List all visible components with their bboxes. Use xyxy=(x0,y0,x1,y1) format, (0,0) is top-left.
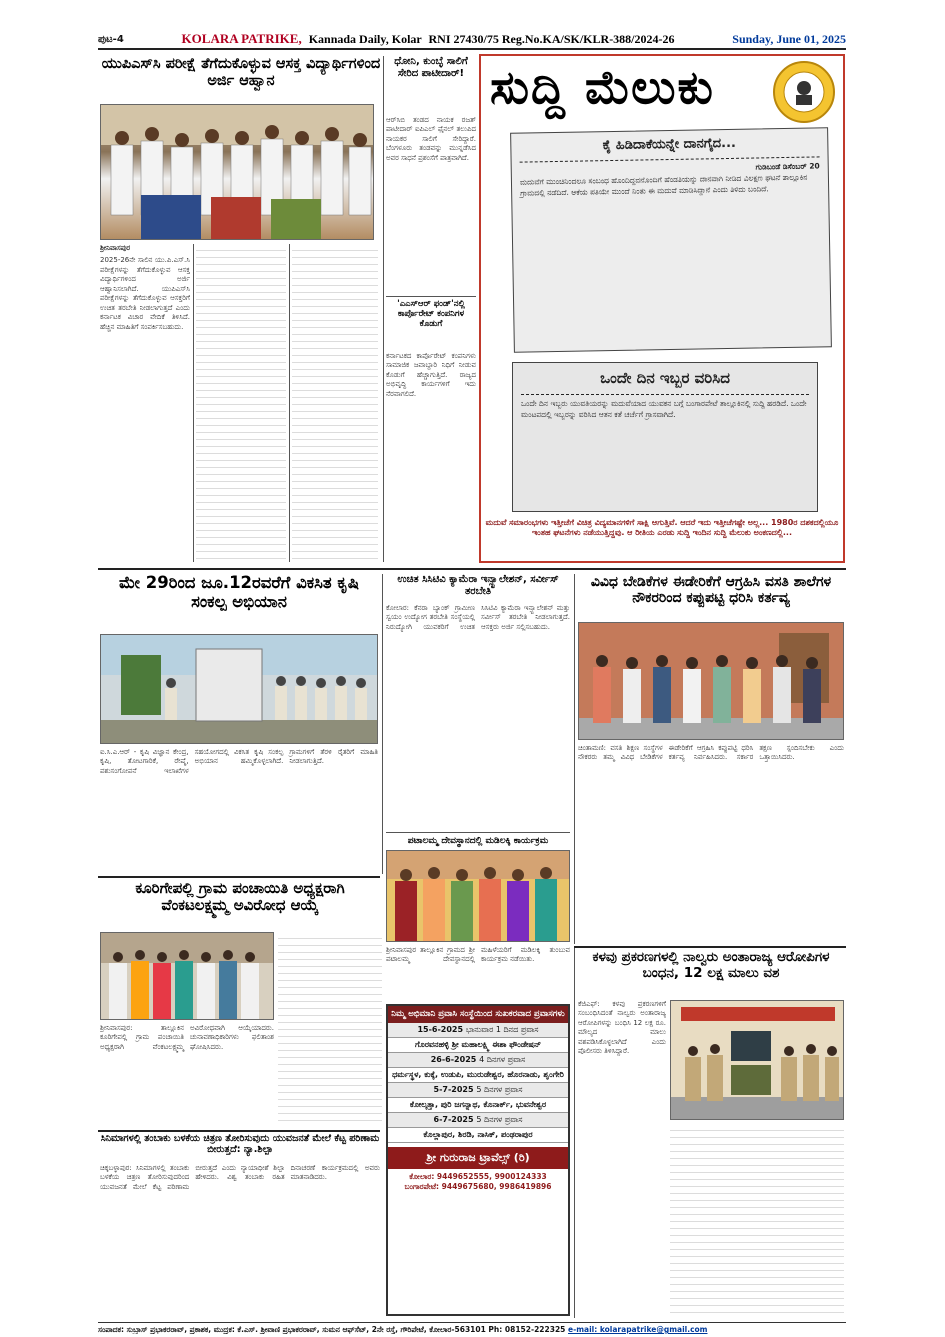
police-station-illustration xyxy=(671,1001,844,1120)
upsc-headline: ಯುಪಿಎಸ್‌ಸಿ ಪರೀಕ್ಷೆ ತೆಗೆದುಕೊಳ್ಳುವ ಆಸಕ್ತ ವಿದ್ಯಾರ್ಥಿಗಳಿಂದ ಅರ್ಜಿ ಆಹ್ವಾನ xyxy=(101,56,381,89)
patalamma-photo xyxy=(386,850,570,942)
issue-date: Sunday, June 01, 2025 xyxy=(732,31,846,46)
hostel-body: ಚಿಂತಾಮಣಿ: ವಸತಿ ಶಿಕ್ಷಣ ಸಂಸ್ಥೆಗಳ ನೌಕರರು ತಮ್ಮ ವಿವಿಧ ಬೇಡಿಕೆಗಳ ಈಡೇರಿಕೆಗೆ ಆಗ್ರಹಿಸಿ ಕಪ್ಪುಪಟ್ಟಿ ಧರಿಸಿ ಕರ್ತವ್ಯ ನಿರ್ವಹಿಸಿದರು. ಸರ್ಕಾರ ತಕ್ಷಣ ಸ್ಪಂದಿಸಬೇಕು ಎಂದು ಒತ್ತಾಯಿಸಿದರು. xyxy=(578,744,844,762)
clipping-2-body: ಒಂದೇ ದಿನ ಇಬ್ಬರು ಯುವತಿಯರನ್ನು ಮದುವೆಯಾದ ಯುವಕನ ಬಗ್ಗೆ ಬಂಗಾರಪೇಟೆ ತಾಲ್ಲೂಕಿನಲ್ಲಿ ಸುದ್ದಿ ಹರಡಿದೆ. ಒಂದೇ ಮಂಟಪದಲ್ಲಿ ಇಬ್ಬರನ್ನು ವರಿಸಿದ ಆತನ ಕತೆ ಚರ್ಚೆಗೆ ಗ್ರಾಸವಾಗಿದೆ. xyxy=(521,398,807,419)
krishi-headline: ಮೇ 29ರಿಂದ ಜೂ.12ರವರೆಗೆ ವಿಕಸಿತ ಕೃಷಿ ಸಂಕಲ್ಪ ಅಭಿಯಾನ xyxy=(118,573,360,611)
theft-headline: ಕಳವು ಪ್ರಕರಣಗಳಲ್ಲಿ ನಾಲ್ವರು ಅಂತಾರಾಜ್ಯ ಆರೋಪಿಗಳ ಬಂಧನ, 12 ಲಕ್ಷ ಮಾಲು ವಶ xyxy=(592,949,830,981)
newspaper-subtitle: Kannada Daily, Kolar xyxy=(308,32,422,46)
ad-trip-place: ಕೊಲ್ಲಾಪುರ, ಶಿರಡಿ, ನಾಸಿಕ್, ಪಂಢರಾಪುರ xyxy=(388,1128,568,1143)
ad-org-name: ಶ್ರೀ ಗುರುರಾಜ ಟ್ರಾವೆಲ್ಸ್ (ರಿ) xyxy=(388,1147,568,1169)
column-rule xyxy=(574,948,575,1318)
kurigepalli-photo-illustration xyxy=(101,933,274,1020)
patalamma-body: ಶ್ರೀನಿವಾಸಪುರ ತಾಲ್ಲೂಕಿನ ಗ್ರಾಮದ ಶ್ರೀ ಪಟಾಲಮ್ಮ ದೇವಸ್ಥಾನದಲ್ಲಿ ಮಹಿಳೆಯರಿಗೆ ಮಡಿಲಕ್ಕಿ ತುಂಬುವ ಕಾರ್ಯಕ್ರಮ ನಡೆಯಿತು. xyxy=(386,946,570,964)
krishi-photo-illustration xyxy=(101,635,378,744)
section-divider xyxy=(98,568,846,570)
tobacco-body: ಚಿಕ್ಕಬಳ್ಳಾಪುರ: ಸಿನಿಮಾಗಳಲ್ಲಿ ತಂಬಾಕು ಬಳಕೆಯ ಚಿತ್ರಣ ತೋರಿಸುವುದರಿಂದ ಯುವಜನತೆ ಮೇಲೆ ಕೆಟ್ಟ ಪರಿಣಾಮ ಬೀರುತ್ತದೆ ಎಂದು ನ್ಯಾಯಾಧೀಶೆ ಶಿಲ್ಪಾ ಹೇಳಿದರು. ವಿಶ್ವ ತಂಬಾಕು ರಹಿತ ದಿನಾಚರಣೆ ಕಾರ್ಯಕ್ರಮದಲ್ಲಿ ಅವರು ಮಾತನಾಡಿದರು. xyxy=(100,1164,380,1191)
theft-photo xyxy=(670,1000,844,1120)
kurigepalli-body: ಶ್ರೀನಿವಾಸಪುರ: ತಾಲ್ಲೂಕಿನ ಕೂರಿಗೇಪಲ್ಲಿ ಗ್ರಾಮ ಪಂಚಾಯಿತಿ ಅಧ್ಯಕ್ಷರಾಗಿ ವೆಂಕಟಲಕ್ಷ್ಮಮ್ಮ ಅವಿರೋಧವಾಗಿ ಆಯ್ಕೆಯಾದರು. ಚುನಾವಣಾಧಿಕಾರಿಗಳು ಫಲಿತಾಂಶ ಘೋಷಿಸಿದರು. xyxy=(100,1024,274,1051)
newspaper-seal xyxy=(772,60,836,124)
theft-body: ಕೆಜಿಎಫ್: ಕಳವು ಪ್ರಕರಣಗಳಿಗೆ ಸಂಬಂಧಿಸಿದಂತೆ ನಾಲ್ವರು ಅಂತಾರಾಜ್ಯ ಆರೋಪಿಗಳನ್ನು ಬಂಧಿಸಿ 12 ಲಕ್ಷ ರೂ. ಮೌಲ್ಯದ ಮಾಲು ವಶಪಡಿಸಿಕೊಳ್ಳಲಾಗಿದೆ ಎಂದು ಪೊಲೀಸರು ತಿಳಿಸಿದ್ದಾರೆ. xyxy=(578,1000,666,1056)
kurigepalli-photo xyxy=(100,932,274,1020)
kurigepalli-text-col xyxy=(278,932,382,1126)
section-divider xyxy=(98,876,380,878)
upsc-dateline: ಶ್ರೀನಿವಾಸಪುರ xyxy=(100,244,131,252)
clipping-1 xyxy=(510,127,832,353)
ad-trip-place: ಕೋಲ್ಕತ್ತಾ, ಪುರಿ ಜಗನ್ನಾಥ, ಕೊನಾರ್ಕ್, ಭುವನೇಶ್ವರ xyxy=(388,1098,568,1113)
ad-phone-numbers: ಕೋಲಾರ: 9449652555, 9900124333 ಬಂಗಾರಪೇಟೆ: 9449675680, 9986419896 xyxy=(404,1172,552,1192)
suddi-caption: ಮದುವೆ ಸಮಾರಂಭಗಳು ಇತ್ತೀಚೆಗೆ ವಿಚಿತ್ರ ವಿದ್ಯಮಾನಗಳಿಗೆ ಸಾಕ್ಷಿ ಆಗುತ್ತಿವೆ. ಆದರೆ ಇದು ಇತ್ತೀಚೆಗಷ್ಟೇ ಅಲ್ಲ... 1980ರ ದಶಕದಲ್ಲಿಯೂ ಇಂತಹ ಘಟನೆಗಳು ನಡೆಯುತ್ತಿದ್ದವು. ಆ ರೀತಿಯ ಎರಡು ಸುದ್ದಿ ಇಂದಿನ ಸುದ್ದಿ ಮೆಲುಕು ಅಂಕಣದಲ್ಲಿ... xyxy=(485,518,839,538)
group-photo-illustration xyxy=(101,105,374,240)
column-rule xyxy=(289,244,290,562)
section-divider xyxy=(98,1130,380,1132)
hostel-headline: ವಿವಿಧ ಬೇಡಿಕೆಗಳ ಈಡೇರಿಕೆಗೆ ಆಗ್ರಹಿಸಿ ವಸತಿ ಶಾಲೆಗಳ ನೌಕರರಿಂದ ಕಪ್ಪುಪಟ್ಟಿ ಧರಿಸಿ ಕರ್ತವ್ಯ xyxy=(590,574,832,607)
footer-email[interactable]: e-mail: kolarapatrike@gmail.com xyxy=(568,1325,708,1334)
upsc-body: 2025-26ನೇ ಸಾಲಿನ ಯು.ಪಿ.ಎಸ್.ಸಿ ಪರೀಕ್ಷೆಗಳನ್ನು ತೆಗೆದುಕೊಳ್ಳುವ ಆಸಕ್ತ ವಿದ್ಯಾರ್ಥಿಗಳಿಂದ ಅರ್ಜಿ ಆಹ್ವಾನಿಸಲಾಗಿದೆ. ಯುಪಿಎಸ್‌ಸಿ ಪರೀಕ್ಷೆಗಳನ್ನು ತೆಗೆದುಕೊಳ್ಳುವ ಆಸಕ್ತರಿಗೆ ಉಚಿತ ತರಬೇತಿ ನೀಡಲಾಗುತ್ತದೆ ಎಂದು ಕರ್ನಾಟಕ ವಿಚಾರ ವೇದಿಕೆ ತಿಳಿಸಿದೆ. ಹೆಚ್ಚಿನ ಮಾಹಿತಿಗೆ ಸಂಪರ್ಕಿಸಬಹುದು. xyxy=(100,256,190,331)
page-number: ಪುಟ-4 xyxy=(98,33,124,45)
column-rule xyxy=(383,56,384,562)
clipping-1-body: ಮದುವೆಗೆ ಮುಂಚಿನಿಂದಲೂ ಸಂಬಂಧ ಹೊಂದಿದ್ದವನೊಂದಿಗೆ ಹೆಂಡತಿಯನ್ನು ದಾನವಾಗಿ ನೀಡಿದ ವಿಲಕ್ಷಣ ಘಟನೆ ತಾಲ್ಲೂಕಿನ ಗ್ರಾಮದಲ್ಲಿ ನಡೆದಿದೆ. ಆಕೆಯ ಪತಿಯೇ ಮುಂದೆ ನಿಂತು ಈ ಮದುವೆ ಮಾಡಿಸಿದ್ದಾನೆ ಎಂದು ತಿಳಿದು ಬಂದಿದೆ. xyxy=(519,172,808,198)
ad-trip-date: 5-7-2025 5 ದಿನಗಳ ಪ್ರವಾಸ xyxy=(388,1083,568,1098)
column-rule xyxy=(574,574,575,944)
kurigepalli-headline: ಕೂರಿಗೇಪಲ್ಲಿ ಗ್ರಾಮ ಪಂಚಾಯಿತಿ ಅಧ್ಯಕ್ಷರಾಗಿ ವೆಂಕಟಲಕ್ಷ್ಮಮ್ಮ ಅವಿರೋಧ ಆಯ್ಕೆ xyxy=(135,879,345,915)
upsc-photo xyxy=(100,104,374,240)
patidar-body: ಆರ್‌ಸಿಬಿ ತಂಡದ ನಾಯಕ ರಜತ್ ಪಾಟೀದಾರ್ ಐಪಿಎಲ್ ಫೈನಲ್ ತಲುಪಿದ ನಾಯಕರ ಸಾಲಿಗೆ ಸೇರಿದ್ದಾರೆ. ಬೆಂಗಳೂರು ತಂಡವನ್ನು ಮುನ್ನಡೆಸಿದ ಅವರ ಸಾಧನೆ ಪ್ರಶಂಸೆಗೆ ಪಾತ್ರವಾಗಿದೆ. xyxy=(386,116,476,162)
krishi-body: ಐ.ಸಿ.ಎ.ಆರ್ - ಕೃಷಿ ವಿಜ್ಞಾನ ಕೇಂದ್ರ, ಕೃಷಿ, ತೋಟಗಾರಿಕೆ, ರೇಷ್ಮೆ, ಪಶುಸಂಗೋಪನೆ ಇಲಾಖೆಗಳ ಸಹಯೋಗದಲ್ಲಿ ವಿಕಸಿತ ಕೃಷಿ ಸಂಕಲ್ಪ ಅಭಿಯಾನ ಹಮ್ಮಿಕೊಳ್ಳಲಾಗಿದೆ. ಗ್ರಾಮಗಳಿಗೆ ತೆರಳಿ ರೈತರಿಗೆ ಮಾಹಿತಿ ನೀಡಲಾಗುತ್ತಿದೆ. xyxy=(100,748,378,775)
cctv-body: ಕೋಲಾರ: ಕೆನರಾ ಬ್ಯಾಂಕ್ ಗ್ರಾಮೀಣ ಸ್ವಯಂ ಉದ್ಯೋಗ ತರಬೇತಿ ಸಂಸ್ಥೆಯಲ್ಲಿ ನಿರುದ್ಯೋಗಿ ಯುವಕರಿಗೆ ಉಚಿತ ಸಿಸಿಟಿವಿ ಕ್ಯಾಮೆರಾ ಇನ್ಸ್ಟಾಲೇಶನ್ ಮತ್ತು ಸರ್ವೀಸ್ ತರಬೇತಿ ನೀಡಲಾಗುತ್ತದೆ. ಆಸಕ್ತರು ಅರ್ಜಿ ಸಲ್ಲಿಸಬಹುದು. xyxy=(386,604,570,631)
seal-emblem-icon xyxy=(772,60,836,124)
hostel-photo xyxy=(578,622,844,740)
ad-heading: ನಿಮ್ಮ ಅಭಿಮಾನಿ ಪ್ರವಾಸಿ ಸಂಸ್ಥೆಯಿಂದ ಸುಖಕರವಾದ ಪ್ರವಾಸಗಳು xyxy=(388,1006,568,1023)
clipping-1-dateline: ಗುಡಿಬಂಡೆ ಡಿಸೆಂಬರ್ 20 xyxy=(755,160,820,172)
ad-trip-place: ಗೊರವನಹಳ್ಳಿ ಶ್ರೀ ಮಹಾಲಕ್ಷ್ಮಿ ಈಶಾ ಫೌಂಡೇಷನ್ xyxy=(388,1038,568,1053)
hostel-photo-illustration xyxy=(579,623,844,740)
newspaper-title: KOLARA PATRIKE, xyxy=(181,31,302,46)
krishi-photo xyxy=(100,634,378,744)
csr-body: ಕರ್ನಾಟಕದ ಕಾರ್ಪೊರೇಟ್ ಕಂಪನಿಗಳು ಸಾಮಾಜಿಕ ಜವಾಬ್ದಾರಿ ನಿಧಿಗೆ ನೀಡುವ ಕೊಡುಗೆ ಹೆಚ್ಚಾಗುತ್ತಿದೆ. ರಾಜ್ಯದ ಅಭಿವೃದ್ಧಿ ಕಾರ್ಯಗಳಿಗೆ ಇದು ನೆರವಾಗಲಿದೆ. xyxy=(386,352,476,398)
patalamma-photo-illustration xyxy=(387,851,570,942)
ad-trip-list xyxy=(388,1023,568,1143)
ad-trip-date: 6-7-2025 5 ದಿನಗಳ ಪ್ರವಾಸ xyxy=(388,1113,568,1128)
clipping-1-headline: ಕೈ ಹಿಡಿದಾಕೆಯನ್ನೇ ದಾನಗೈದ... xyxy=(602,135,737,154)
travel-advertisement xyxy=(386,1004,570,1316)
footer xyxy=(98,1322,846,1334)
clipping-2-headline: ಒಂದೇ ದಿನ ಇಬ್ಬರ ವರಿಸಿದ xyxy=(600,369,730,387)
section-divider xyxy=(574,946,846,948)
clipping-2 xyxy=(512,362,818,512)
ad-trip-date: 26-6-2025 4 ದಿನಗಳ ಪ್ರವಾಸ xyxy=(388,1053,568,1068)
ad-trip-date: 15-6-2025 ಭಾನುವಾರ 1 ದಿನದ ಪ್ರವಾಸ xyxy=(388,1023,568,1038)
footer-imprint: ಸಂಪಾದಕ: ಸುಬ್ರಾಸ್ ಪ್ರಭಾಕರರಾವ್, ಪ್ರಕಾಶಕ, ಮುದ್ರಕ: ಕೆ.ಎಸ್. ಶ್ರೀವಾಣಿ ಪ್ರಭಾಕರರಾವ್, ಸುಮನ ಆಫ್‌ಸೆಟ್, 2ನೇ ರಸ್ತೆ, ಗೌರಿಪೇಟೆ, ಕೋಲಾರ-563101 Ph: 08152-222325 xyxy=(98,1325,566,1334)
cctv-headline: ಉಚಿತ ಸಿಸಿಟಿವಿ ಕ್ಯಾಮೆರಾ ಇನ್ಸ್ಟಾಲೇಶನ್, ಸರ್ವೀಸ್ ತರಬೇತಿ xyxy=(397,574,559,597)
upsc-text-col1 xyxy=(100,244,190,562)
patidar-headline: ಧೋನಿ, ಕುಂಬ್ಳೆ ಸಾಲಿಗೆ ಸೇರಿದ ಪಾಟೀದಾರ್! xyxy=(394,56,468,79)
patalamma-headline: ಪಟಾಲಮ್ಮ ದೇವಸ್ಥಾನದಲ್ಲಿ ಮಡಿಲಕ್ಕಿ ಕಾರ್ಯಕ್ರಮ xyxy=(407,836,549,846)
section-rule xyxy=(386,296,476,297)
upsc-text-col3 xyxy=(292,244,378,562)
column-rule xyxy=(193,244,194,562)
ad-trip-place: ಧರ್ಮಸ್ಥಳ, ಕುಕ್ಕೆ, ಉಡುಪಿ, ಮುರುಡೇಶ್ವರ, ಹೊರನಾಡು, ಶೃಂಗೇರಿ xyxy=(388,1068,568,1083)
theft-text-cols xyxy=(670,1124,844,1318)
tobacco-headline: ಸಿನಿಮಾಗಳಲ್ಲಿ ತಂಬಾಕು ಬಳಕೆಯ ಚಿತ್ರಣ ತೋರಿಸುವುದು ಯುವಜನತೆ ಮೇಲೆ ಕೆಟ್ಟ ಪರಿಣಾಮ ಬೀರುತ್ತದೆ: ನ್ಯಾ.ಶಿಲ್ಪಾ xyxy=(100,1133,380,1155)
suddi-meluku-title: ಸುದ್ದಿ ಮೆಲುಕು xyxy=(490,60,715,114)
column-rule xyxy=(382,574,383,874)
registration-number: RNI 27430/75 Reg.No.KA/SK/KLR-388/2024-26 xyxy=(428,32,675,46)
masthead xyxy=(98,30,846,50)
upsc-text-col2 xyxy=(196,244,286,562)
csr-headline: 'ಎಎಸ್‌ಆರ್ ಫಂಡ್'ನಲ್ಲಿ ಕಾರ್ಪೊರೇಟ್ ಕಂಪನಿಗಳ ಕೊಡುಗೆ xyxy=(397,299,465,329)
section-rule xyxy=(386,832,570,833)
